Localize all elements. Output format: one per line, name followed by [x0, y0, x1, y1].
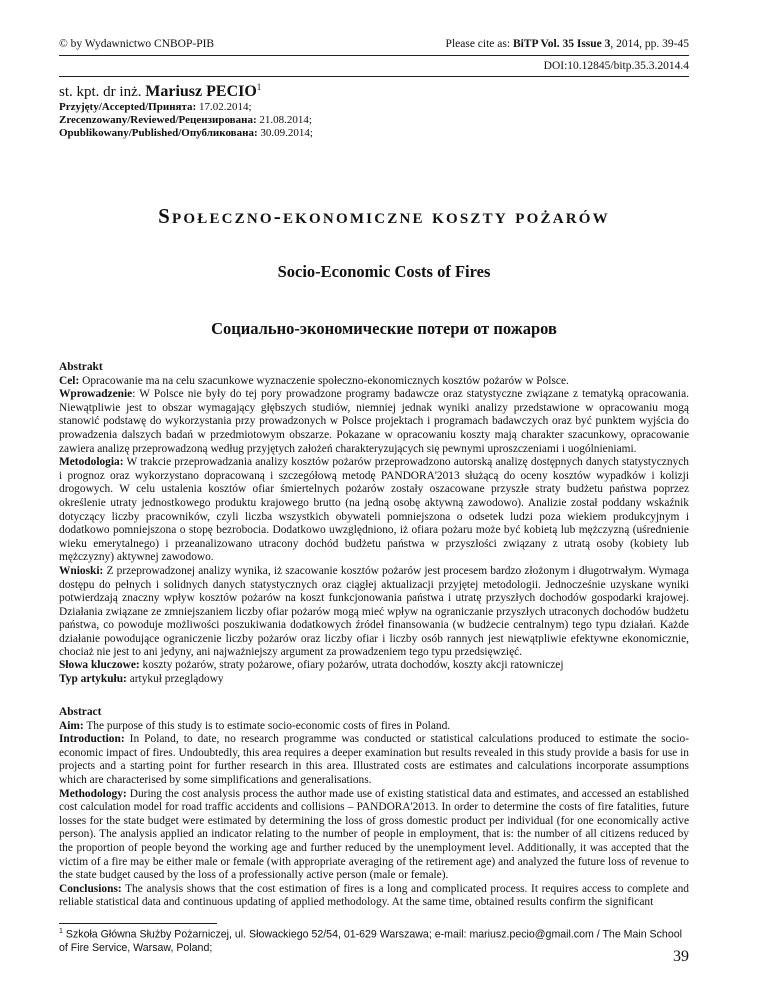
keywords-label: Słowa kluczowe:	[59, 659, 140, 671]
section-text: In Poland, to date, no research programme was conducted or statistical calculations produced to estimate the socio-economic impact of fires. Undoubtedly, this area requires a deeper examination but results revealed in this study provide a basis for use in projects and a starting point for further research in this area. Illustrated costs are estimates and calculations incorporate assumptions which are characterised by some simplifications and generalisations.	[59, 733, 689, 786]
citation-prefix: Please cite as:	[445, 38, 513, 50]
abstract-section	[59, 456, 689, 565]
article-type-text: artykuł przeglądowy	[126, 672, 224, 685]
header-rule	[59, 55, 689, 56]
title-russian: Социально-экономические потери от пожаров	[211, 319, 557, 338]
author-line	[59, 82, 261, 101]
abstract-section	[59, 565, 689, 660]
article-type-label: Typ artykułu:	[59, 672, 127, 685]
abstract-section	[59, 733, 689, 787]
abstract-section	[59, 883, 689, 910]
abstract-section	[59, 388, 689, 456]
author-name: Mariusz PECIO	[145, 83, 257, 100]
section-text: Z przeprowadzonej analizy wynika, iż szacowanie kosztów pożarów jest procesem bardzo złożonym i długotrwałym. Wymaga dostępu do pełnych i solidnych danych statystycznych oraz ciągłej aktualizacji przyjętej metodologii. Jednocześnie uzyskane wyniki potwierdzają znaczny wpływ kosztów pożarów na koszt funkcjonowania państwa i utratę przyszłych dochodów gospodarki krajowej. Działania związane ze zmniejszaniem liczby ofiar pożarów mogą mieć wpływ na ograniczanie przyszłych utraconych dochodów budżetu państwa, co powoduje możliwości poszukiwania dodatkowych źródeł finansowania (w budżecie centralnym) tego typu działań. Każde działanie powodujące ograniczenie liczby pożarów oraz liczby ofiar i liczby osób rannych jest niewątpliwie efektywne ekonomicznie, chociaż nie jest to ani jedyny, ani najważniejszy argument za prowadzeniem tego typu przedsięwzięć.	[59, 564, 689, 659]
section-label: Aim:	[59, 719, 84, 732]
title-polish: Społeczno-ekonomiczne koszty pożarów	[158, 204, 610, 228]
keywords-block	[59, 659, 689, 686]
section-label: Wprowadzenie	[59, 388, 133, 401]
section-label: Methodology:	[59, 787, 127, 800]
abstract-heading: Abstract	[59, 706, 102, 718]
citation-line	[446, 38, 689, 50]
citation-journal: BiTP Vol. 35 Issue 3	[512, 38, 611, 50]
date-published	[59, 127, 313, 140]
date-reviewed	[59, 114, 313, 127]
abstract-heading: Abstrakt	[59, 361, 103, 373]
date-value: 17.02.2014;	[196, 101, 252, 113]
abstract-section	[59, 720, 689, 734]
section-text: During the cost analysis process the author made use of existing statistical data and estimates, and accessed an established cost calculation model for road traffic accidents and collisions – PANDORA'2013. In order to determine the costs of fire fatalities, future losses for the state budget were estimated by determining the loss of gross domestic product per individual (for one economically active person). The analysis applied an indicator relating to the number of people in employment, that is: the number of all citizens reduced by the proportion of people beyond the working age and further reduced by the unemployment level. Additionally, it was accepted that the victim of a fire may be either male or female (with appropriate averaging of the retirement age) and analyzed the future loss of revenue to the state budget caused by the loss of a professionally active person (male or female).	[59, 787, 689, 882]
section-label: Wnioski:	[59, 564, 104, 577]
section-text: Opracowanie ma na celu szacunkowe wyznaczenie społeczno-ekonomicznych kosztów pożarów w Polsce.	[79, 374, 569, 387]
page-number: 39	[673, 948, 689, 965]
date-label: Przyjęty/Accepted/Принята:	[59, 101, 197, 113]
section-text: The analysis shows that the cost estimation of fires is a long and complicated process. It requires access to complete and reliable statistical data and continuous updating of applied methodology. At the same time, obtained results confirm the significant	[59, 882, 689, 909]
date-label: Zrecenzowany/Reviewed/Рецензирована:	[59, 113, 257, 126]
title-english: Socio-Economic Costs of Fires	[277, 262, 491, 281]
footnote	[59, 925, 689, 955]
abstract-section	[59, 375, 689, 389]
header-rule-2	[59, 76, 689, 77]
abstract-polish	[59, 361, 689, 660]
section-text: The purpose of this study is to estimate socio-economic costs of fires in Poland.	[83, 719, 451, 732]
date-accepted	[59, 101, 313, 114]
doi-link[interactable]: DOI:10.12845/bitp.35.3.2014.4	[543, 60, 689, 72]
publisher-copyright: © by Wydawnictwo CNBOP-PIB	[59, 38, 215, 50]
footnote-mark: 1	[59, 928, 63, 935]
abstract-section	[59, 788, 689, 883]
section-label: Metodologia:	[59, 456, 124, 469]
date-value: 30.09.2014;	[257, 126, 313, 139]
footnote-rule	[59, 923, 217, 924]
publication-dates	[59, 101, 313, 139]
section-label: Introduction:	[59, 733, 125, 746]
keywords-text: koszty pożarów, straty pożarowe, ofiary pożarów, utrata dochodów, koszty akcji ratowniczej	[139, 659, 564, 671]
footnote-text: Szkoła Główna Służby Pożarniczej, ul. Słowackiego 52/54, 01-629 Warszawa; e-mail: mariusz.pecio@gmail.com / The Main School of Fire Service, Warsaw, Poland;	[59, 928, 682, 954]
date-label: Opublikowany/Published/Опубликована:	[59, 126, 258, 139]
section-label: Cel:	[59, 374, 80, 387]
author-footnote-mark: 1	[256, 82, 262, 92]
date-value: 21.08.2014;	[256, 113, 312, 126]
section-label: Conclusions:	[59, 882, 122, 895]
section-text: : W Polsce nie były do tej pory prowadzone programy badawcze oraz statystyczne związane z tematyką opracowania. Niewątpliwie jest to obszar wymagający głębszych studiów, niemniej jednak wyniki analizy przedstawione w opracowaniu mogą stanowić podstawę do wykorzystania przy prowadzonych w Polsce projektach i programach badawczych oraz być punktem wyjścia do prowadzenia dalszych badań w przedmiotowym obszarze. Pokazane w opracowaniu koszty mają charakter szacunkowy, opracowanie zawiera analizę przeprowadzoną według przyjętych założeń charakteryzujących się pewnymi uproszczeniami i uogólnieniami.	[59, 388, 689, 455]
abstract-english	[59, 706, 689, 910]
section-text: W trakcie przeprowadzania analizy kosztów pożarów przeprowadzono autorską analizę dostępnych danych statystycznych i prognoz oraz wykorzystano dopracowaną i szczegółową metodę PANDORA'2013 służącą do oceny kosztów wypadków i kolizji drogowych. W celu ustalenia kosztów ofiar śmiertelnych pożarów zostały oszacowane przyszłe straty budżetu państwa poprzez określenie utraty jednostkowego produktu krajowego brutto (na jedną osobę aktywną zawodowo). Analizie został poddany wskaźnik dotyczący liczby pracowników, czyli liczba wszystkich obywateli pomniejszona o odsetek ludzi poza wiekiem produkcyjnym i dodatkowo pomniejszona o stopę bezrobocia. Dodatkowo uwzględniono, iż ofiara pożaru może być kobietą lub mężczyzną (uśrednienie wieku emerytalnego) i przeanalizowano utracony dochód budżetu państwa w przyszłości związany z utratą osoby (kobiety lub mężczyzny) aktywnej zawodowo.	[59, 456, 689, 564]
author-rank: st. kpt. dr inż.	[59, 84, 146, 100]
citation-rest: , 2014, pp. 39-45	[610, 38, 689, 50]
